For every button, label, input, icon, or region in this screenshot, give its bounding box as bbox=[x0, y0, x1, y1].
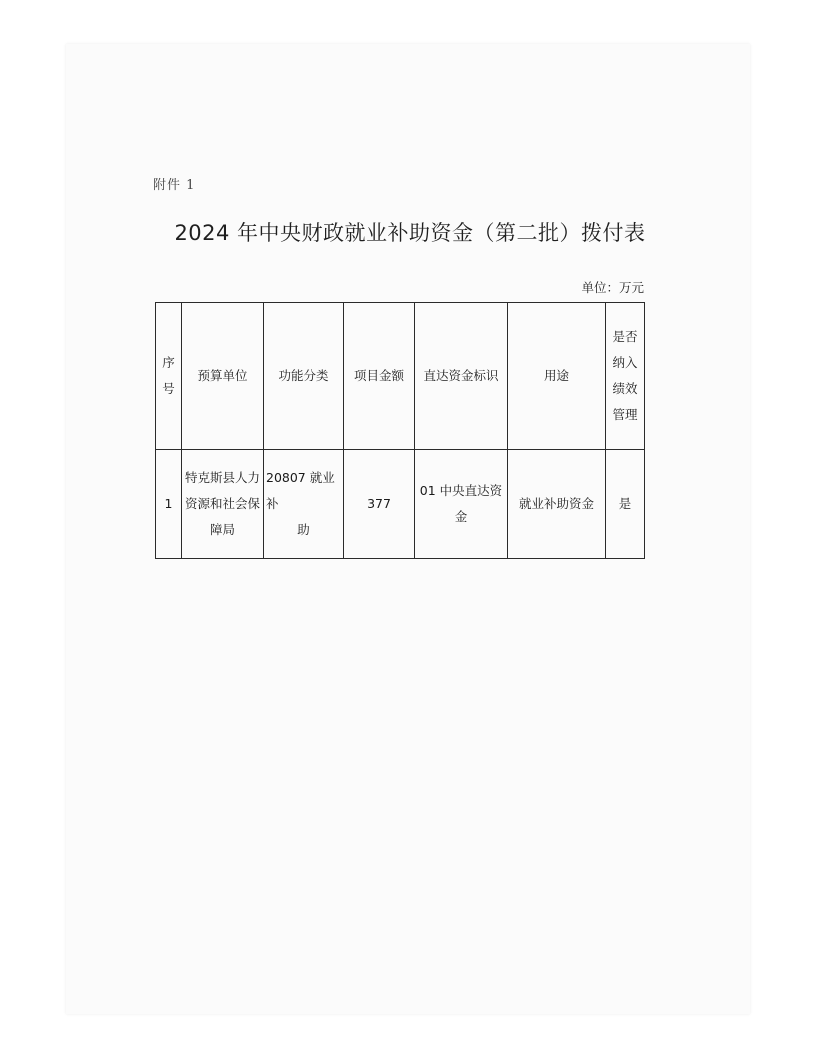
header-budget-unit: 预算单位 bbox=[182, 303, 264, 450]
header-performance-mgmt: 是否纳入绩效管理 bbox=[606, 303, 645, 450]
header-direct-fund-mark: 直达资金标识 bbox=[415, 303, 508, 450]
document-title: 2024 年中央财政就业补助资金（第二批）拨付表 bbox=[174, 221, 646, 245]
allocation-table bbox=[155, 302, 645, 559]
cell-function-class-line2: 助 bbox=[297, 522, 310, 537]
header-function-class: 功能分类 bbox=[264, 303, 344, 450]
header-usage: 用途 bbox=[508, 303, 606, 450]
cell-function-class bbox=[264, 450, 344, 559]
table-row bbox=[156, 450, 645, 559]
cell-direct-fund-mark: 01 中央直达资金 bbox=[415, 450, 508, 559]
unit-label: 单位：万元 bbox=[581, 280, 644, 295]
cell-seq: 1 bbox=[156, 450, 182, 559]
cell-function-class-line1: 20807 就业补 bbox=[266, 470, 335, 511]
header-seq: 序号 bbox=[156, 303, 182, 450]
cell-performance-mgmt: 是 bbox=[606, 450, 645, 559]
cell-budget-unit: 特克斯县人力资源和社会保障局 bbox=[182, 450, 264, 559]
header-amount: 项目金额 bbox=[344, 303, 415, 450]
table-header-row bbox=[156, 303, 645, 450]
attachment-label: 附件 1 bbox=[153, 178, 196, 193]
cell-amount: 377 bbox=[344, 450, 415, 559]
cell-usage: 就业补助资金 bbox=[508, 450, 606, 559]
